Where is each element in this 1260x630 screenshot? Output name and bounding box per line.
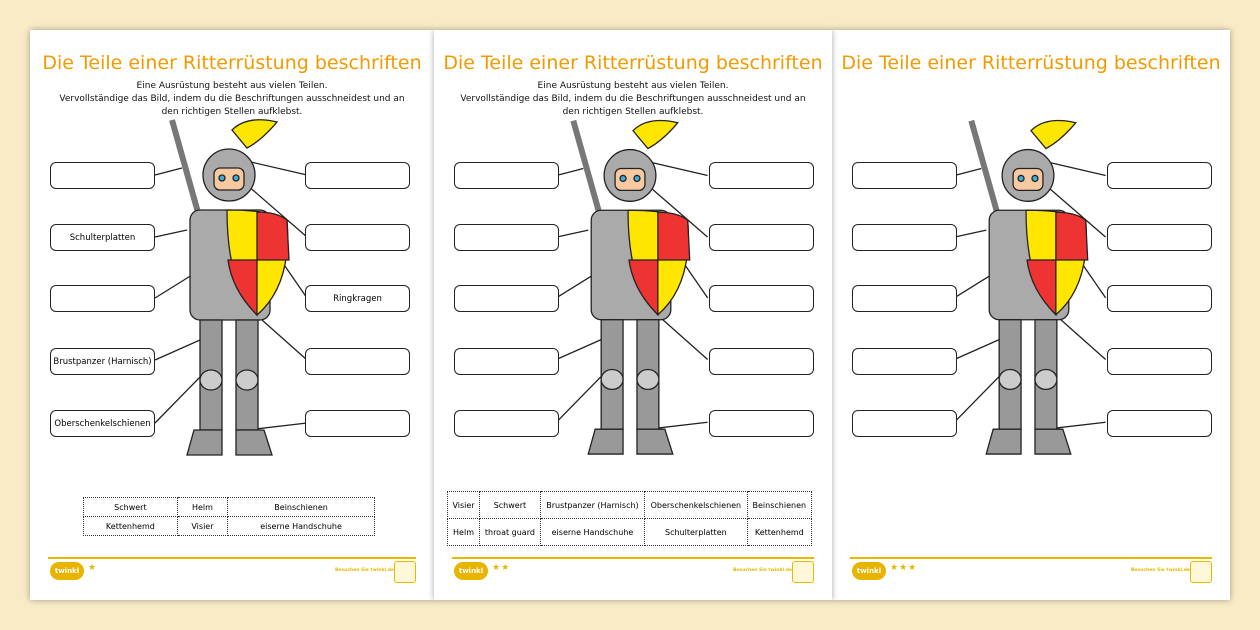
instruction-line: Vervollständige das Bild, indem du die Beschriftungen ausschneidest und an den richtigen Stellen aufklebst. [59, 94, 405, 117]
word-cell[interactable]: Kettenhemd [747, 519, 811, 546]
label-box-right[interactable] [709, 285, 814, 312]
footer-link[interactable]: Besuchen Sie twinkl.de [1130, 568, 1190, 573]
difficulty-stars: ★ [88, 563, 98, 573]
twinkl-logo: twinkl [852, 562, 886, 580]
label-box-left[interactable] [50, 285, 155, 312]
label-box-right[interactable] [1107, 410, 1212, 437]
worksheet-page-3 [832, 30, 1230, 600]
label-box-right[interactable] [1107, 162, 1212, 189]
label-box-left[interactable] [852, 348, 957, 375]
table-row [84, 498, 375, 517]
word-cell[interactable]: Schwert [480, 492, 541, 519]
word-cell[interactable]: Schwert [84, 498, 178, 517]
label-box-left[interactable] [852, 162, 957, 189]
label-box-left[interactable] [852, 285, 957, 312]
word-cell[interactable]: Beinschienen [228, 498, 375, 517]
word-cell[interactable]: Brustpanzer (Harnisch) [540, 492, 644, 519]
word-cell[interactable]: Helm [448, 519, 480, 546]
difficulty-stars: ★★ [492, 563, 511, 573]
footer-link[interactable]: Besuchen Sie twinkl.de [334, 568, 394, 573]
label-box-left[interactable] [454, 162, 559, 189]
word-cutout-table [83, 497, 375, 536]
instruction-line: Eine Ausrüstung besteht aus vielen Teilen. [537, 81, 729, 91]
table-row [84, 517, 375, 536]
label-box-right[interactable] [1107, 285, 1212, 312]
quality-badge-icon [1190, 561, 1212, 583]
instruction-line: Vervollständige das Bild, indem du die Beschriftungen ausschneidest und an den richtigen Stellen aufklebst. [460, 94, 806, 117]
label-box-right[interactable] [709, 224, 814, 251]
label-box-right[interactable] [305, 410, 410, 437]
instructions [454, 80, 812, 119]
twinkl-logo: twinkl [454, 562, 488, 580]
label-box-left[interactable] [454, 348, 559, 375]
worksheet-title: Die Teile einer Ritterrüstung beschriften [42, 52, 422, 74]
worksheet-title: Die Teile einer Ritterrüstung beschriften [443, 52, 823, 74]
worksheet-page-1 [30, 30, 434, 600]
instructions [50, 80, 414, 119]
label-box-right[interactable] [709, 348, 814, 375]
footer-divider [452, 557, 814, 559]
label-box-right[interactable] [305, 224, 410, 251]
word-cell[interactable]: Beinschienen [747, 492, 811, 519]
label-box-left[interactable] [454, 410, 559, 437]
difficulty-stars: ★★★ [890, 563, 918, 573]
label-box-right[interactable]: Ringkragen [305, 285, 410, 312]
label-box-right[interactable] [709, 162, 814, 189]
instruction-line: Eine Ausrüstung besteht aus vielen Teilen. [136, 81, 328, 91]
word-cutout-table [447, 491, 812, 546]
label-box-right[interactable] [709, 410, 814, 437]
word-cell[interactable]: Kettenhemd [84, 517, 178, 536]
table-row [448, 492, 812, 519]
twinkl-logo: twinkl [50, 562, 84, 580]
quality-badge-icon [792, 561, 814, 583]
label-box-left[interactable]: Schulterplatten [50, 224, 155, 251]
label-box-right[interactable] [1107, 348, 1212, 375]
word-cell[interactable]: Schulterplatten [645, 519, 747, 546]
label-box-left[interactable] [852, 410, 957, 437]
label-box-left[interactable] [852, 224, 957, 251]
worksheet-page-2 [434, 30, 832, 600]
label-box-left[interactable] [454, 285, 559, 312]
footer-divider [48, 557, 416, 559]
word-cell[interactable]: throat guard [480, 519, 541, 546]
word-cell[interactable]: Visier [448, 492, 480, 519]
label-box-right[interactable] [305, 348, 410, 375]
word-cell[interactable]: Oberschenkelschienen [645, 492, 747, 519]
quality-badge-icon [394, 561, 416, 583]
label-box-left[interactable] [454, 224, 559, 251]
word-cell[interactable]: Visier [177, 517, 227, 536]
table-row [448, 519, 812, 546]
worksheet-title: Die Teile einer Ritterrüstung beschriften [841, 52, 1221, 74]
word-cell[interactable]: eiserne Handschuhe [228, 517, 375, 536]
label-box-left[interactable]: Oberschenkelschienen [50, 410, 155, 437]
footer-divider [850, 557, 1212, 559]
label-box-right[interactable] [305, 162, 410, 189]
label-box-right[interactable] [1107, 224, 1212, 251]
label-box-left[interactable]: Brustpanzer (Harnisch) [50, 348, 155, 375]
label-box-left[interactable] [50, 162, 155, 189]
word-cell[interactable]: Helm [177, 498, 227, 517]
word-cell[interactable]: eiserne Handschuhe [540, 519, 644, 546]
footer-link[interactable]: Besuchen Sie twinkl.de [732, 568, 792, 573]
